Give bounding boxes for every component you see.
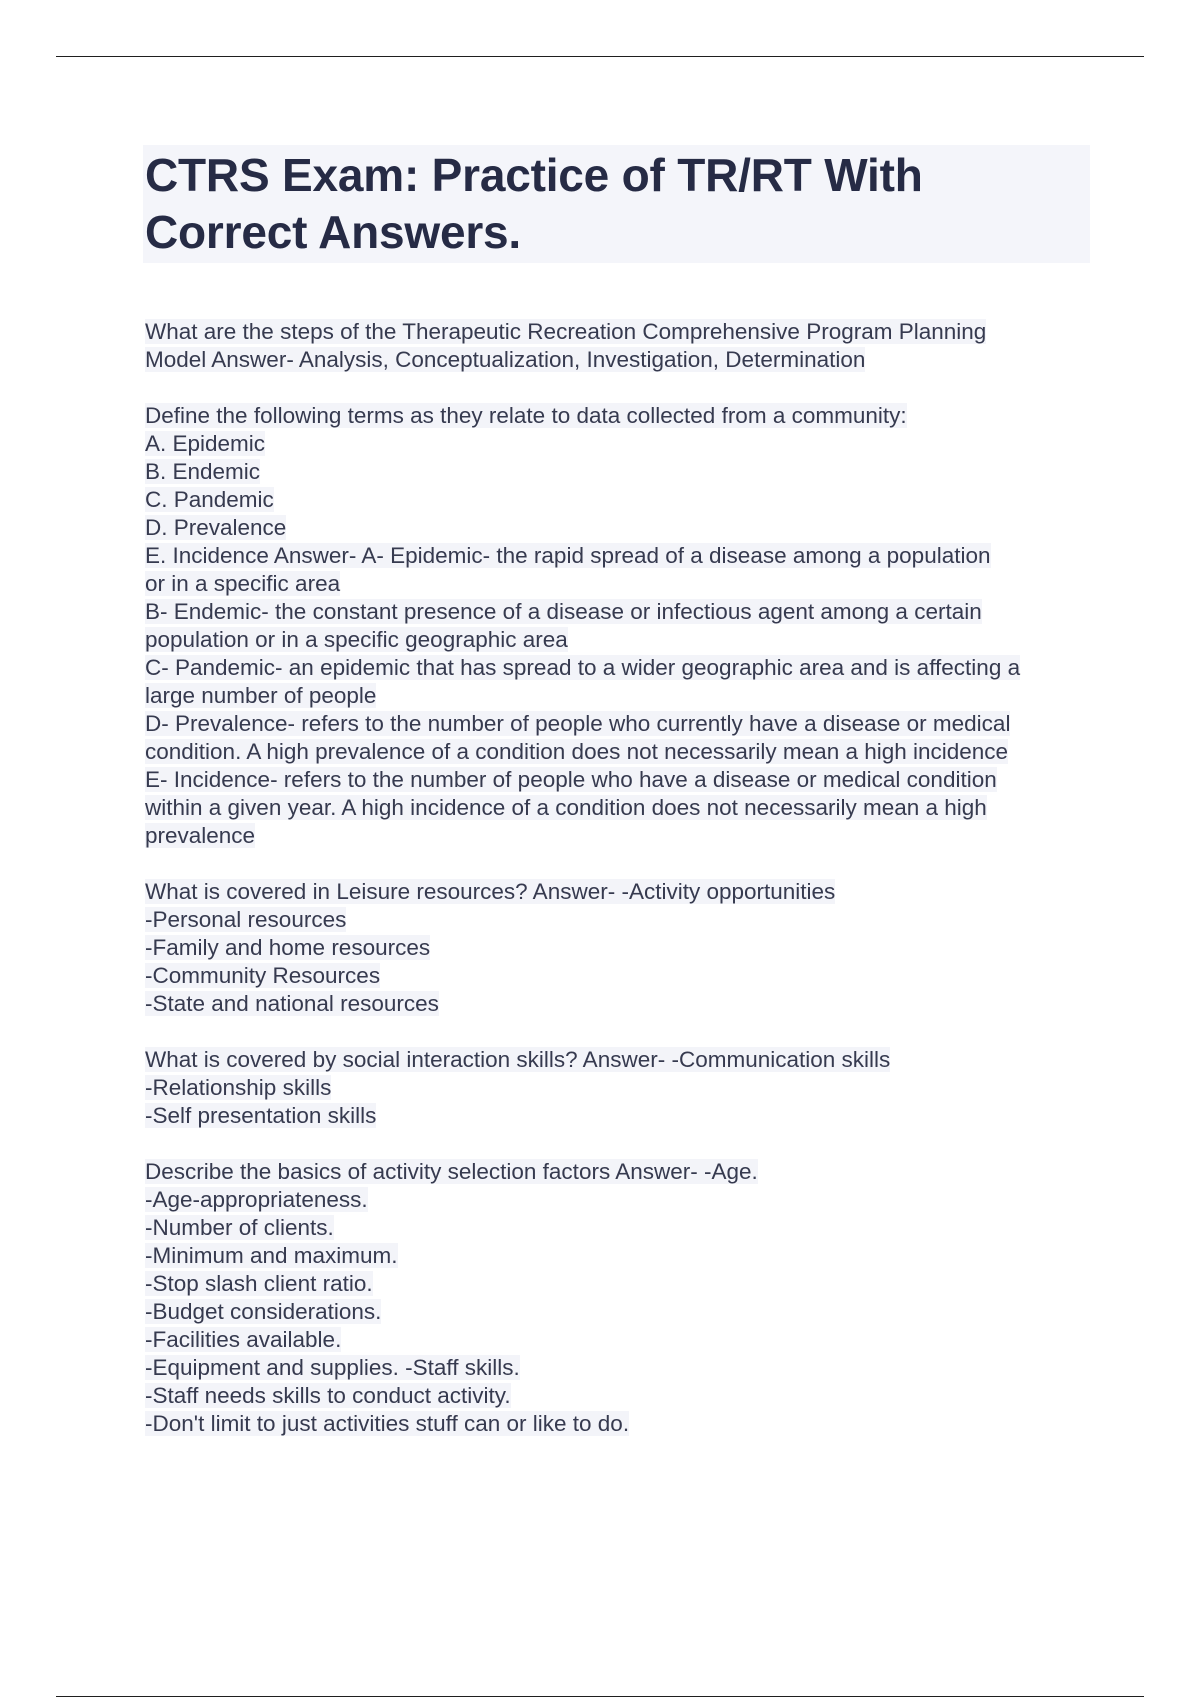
text-line bbox=[145, 738, 1090, 766]
text-line-content: What are the steps of the Therapeutic Recreation Comprehensive Program Planning bbox=[145, 319, 987, 344]
question-answer-block bbox=[145, 318, 1090, 374]
text-line-content: prevalence bbox=[145, 823, 256, 848]
text-line bbox=[145, 1046, 1090, 1074]
text-line-content: C- Pandemic- an epidemic that has spread to a wider geographic area and is affecting a bbox=[145, 655, 1021, 680]
header-rule bbox=[56, 56, 1144, 57]
text-line bbox=[145, 346, 1090, 374]
text-line-content: What is covered by social interaction skills? Answer- -Communication skills bbox=[145, 1047, 891, 1072]
text-line bbox=[145, 1242, 1090, 1270]
text-line bbox=[145, 1354, 1090, 1382]
question-answer-block bbox=[145, 1158, 1090, 1438]
text-line bbox=[145, 654, 1090, 682]
text-line-content: within a given year. A high incidence of a condition does not necessarily mean a high bbox=[145, 795, 987, 820]
text-line-content: -Equipment and supplies. -Staff skills. bbox=[145, 1355, 520, 1380]
text-line bbox=[145, 486, 1090, 514]
text-line-content: -Self presentation skills bbox=[145, 1103, 377, 1128]
text-line bbox=[145, 514, 1090, 542]
text-line bbox=[145, 766, 1090, 794]
text-line bbox=[145, 1158, 1090, 1186]
title-block bbox=[143, 145, 1090, 263]
text-line-content: Model Answer- Analysis, Conceptualization, Investigation, Determination bbox=[145, 347, 866, 372]
text-line-content: -Age-appropriateness. bbox=[145, 1187, 368, 1212]
text-line bbox=[145, 1298, 1090, 1326]
text-line bbox=[145, 598, 1090, 626]
text-line-content: -Don't limit to just activities stuff can or like to do. bbox=[145, 1411, 630, 1436]
text-line bbox=[145, 542, 1090, 570]
text-line-content: -Number of clients. bbox=[145, 1215, 334, 1240]
text-line bbox=[145, 710, 1090, 738]
text-line bbox=[145, 570, 1090, 598]
text-line-content: E. Incidence Answer- A- Epidemic- the rapid spread of a disease among a population bbox=[145, 543, 991, 568]
text-line bbox=[145, 878, 1090, 906]
text-line-content: Describe the basics of activity selection factors Answer- -Age. bbox=[145, 1159, 758, 1184]
text-line-content: -Personal resources bbox=[145, 907, 347, 932]
text-line-content: C. Pandemic bbox=[145, 487, 274, 512]
text-line-content: -Minimum and maximum. bbox=[145, 1243, 398, 1268]
text-line-content: -Budget considerations. bbox=[145, 1299, 382, 1324]
document-title: CTRS Exam: Practice of TR/RT With Correct Answers. bbox=[145, 149, 923, 258]
text-line-content: -Relationship skills bbox=[145, 1075, 332, 1100]
text-line bbox=[145, 962, 1090, 990]
text-line-content: D- Prevalence- refers to the number of people who currently have a disease or medical bbox=[145, 711, 1011, 736]
text-line bbox=[145, 906, 1090, 934]
question-list bbox=[145, 318, 1090, 1438]
text-line bbox=[145, 1382, 1090, 1410]
text-line-content: What is covered in Leisure resources? Answer- -Activity opportunities bbox=[145, 879, 836, 904]
text-line-content: large number of people bbox=[145, 683, 377, 708]
footer-rule bbox=[56, 1696, 1144, 1697]
text-line-content: A. Epidemic bbox=[145, 431, 266, 456]
document-page bbox=[145, 145, 1090, 1466]
text-line-content: -State and national resources bbox=[145, 991, 439, 1016]
text-line-content: -Staff needs skills to conduct activity. bbox=[145, 1383, 511, 1408]
text-line-content: -Community Resources bbox=[145, 963, 381, 988]
text-line-content: E- Incidence- refers to the number of people who have a disease or medical condition bbox=[145, 767, 997, 792]
text-line bbox=[145, 794, 1090, 822]
question-answer-block bbox=[145, 1046, 1090, 1130]
text-line bbox=[145, 990, 1090, 1018]
question-answer-block bbox=[145, 878, 1090, 1018]
text-line bbox=[145, 402, 1090, 430]
text-line bbox=[145, 1270, 1090, 1298]
question-answer-block bbox=[145, 402, 1090, 850]
text-line bbox=[145, 430, 1090, 458]
text-line bbox=[145, 318, 1090, 346]
text-line-content: B- Endemic- the constant presence of a disease or infectious agent among a certain bbox=[145, 599, 982, 624]
text-line-content: Define the following terms as they relate to data collected from a community: bbox=[145, 403, 907, 428]
text-line bbox=[145, 626, 1090, 654]
text-line-content: -Facilities available. bbox=[145, 1327, 342, 1352]
text-line-content: or in a specific area bbox=[145, 571, 341, 596]
text-line-content: B. Endemic bbox=[145, 459, 261, 484]
text-line-content: D. Prevalence bbox=[145, 515, 287, 540]
text-line-content: condition. A high prevalence of a condition does not necessarily mean a high incidence bbox=[145, 739, 1009, 764]
text-line bbox=[145, 458, 1090, 486]
text-line bbox=[145, 1102, 1090, 1130]
text-line bbox=[145, 822, 1090, 850]
text-line-content: -Family and home resources bbox=[145, 935, 431, 960]
text-line bbox=[145, 682, 1090, 710]
text-line bbox=[145, 1410, 1090, 1438]
text-line bbox=[145, 1074, 1090, 1102]
text-line-content: -Stop slash client ratio. bbox=[145, 1271, 373, 1296]
text-line-content: population or in a specific geographic area bbox=[145, 627, 568, 652]
text-line bbox=[145, 934, 1090, 962]
text-line bbox=[145, 1326, 1090, 1354]
text-line bbox=[145, 1186, 1090, 1214]
text-line bbox=[145, 1214, 1090, 1242]
